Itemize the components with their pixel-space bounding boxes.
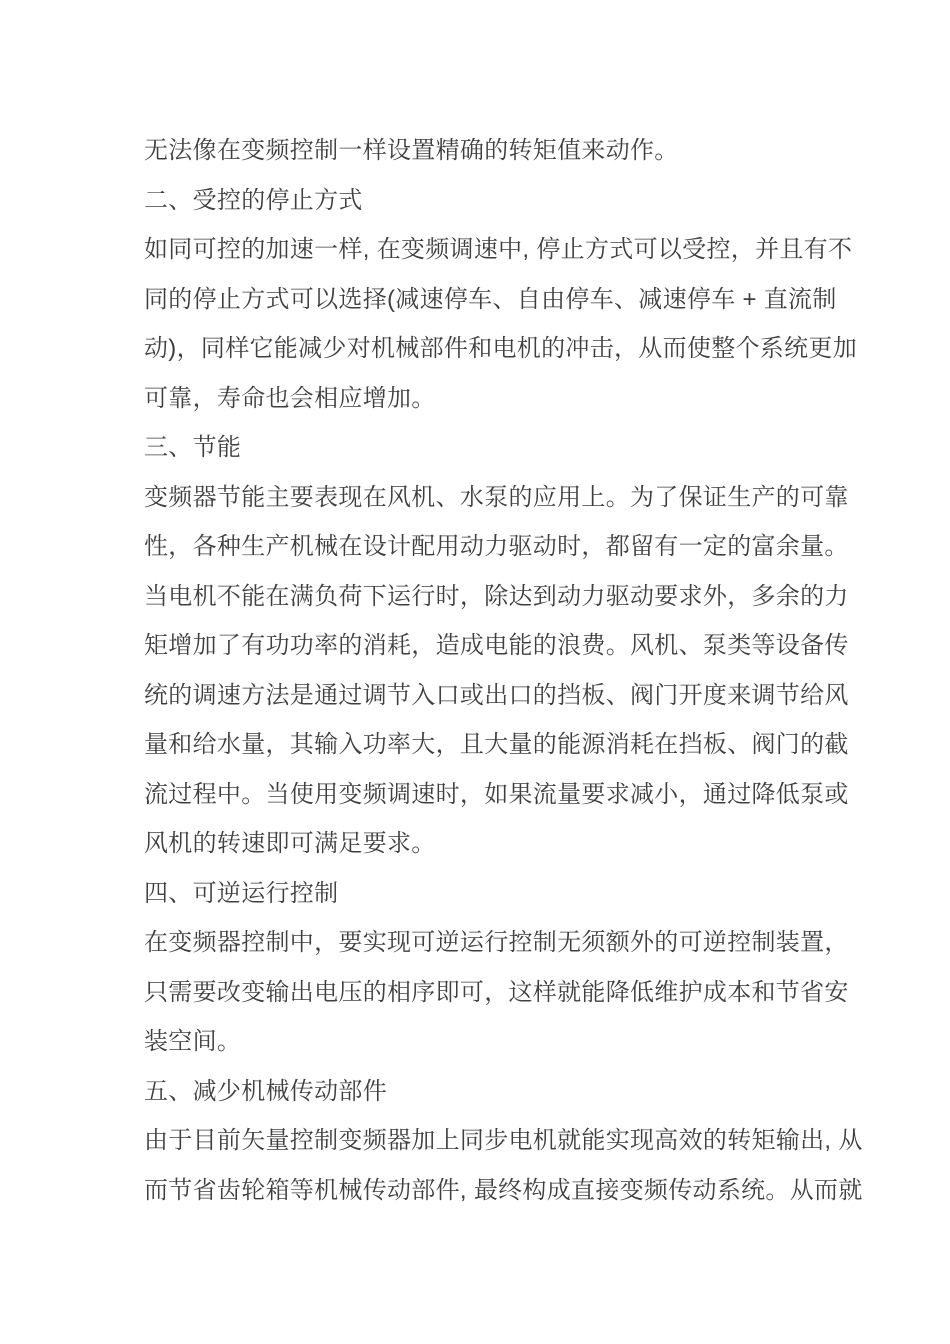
body-text-line: 由于目前矢量控制变频器加上同步电机就能实现高效的转矩输出, 从 [144, 1127, 863, 1154]
body-text-line: 同的停止方式可以选择(减速停车、自由停车、减速停车 + 直流制 [144, 285, 837, 313]
text-block [144, 126, 863, 1215]
heading-line: 四、可逆运行控制 [144, 879, 339, 907]
body-text-line: 如同可控的加速一样, 在变频调速中, 停止方式可以受控，并且有不 [144, 236, 853, 263]
body-text-line: 装空间。 [144, 1028, 242, 1055]
heading-line: 三、节能 [144, 434, 242, 461]
heading-line: 五、减少机械传动部件 [144, 1077, 387, 1105]
body-text-line: 变频器节能主要表现在风机、水泵的应用上。为了保证生产的可靠 [144, 483, 849, 511]
body-text-line: 可靠，寿命也会相应增加。 [144, 384, 436, 412]
body-text-line: 矩增加了有功功率的消耗，造成电能的浪费。风机、泵类等设备传 [144, 632, 849, 659]
heading-line: 二、受控的停止方式 [144, 186, 363, 214]
body-text-line: 而节省齿轮箱等机械传动部件, 最终构成直接变频传动系统。从而就 [144, 1176, 863, 1204]
body-text-line: 无法像在变频控制一样设置精确的转矩值来动作。 [144, 137, 679, 164]
body-text-line: 风机的转速即可满足要求。 [144, 830, 436, 857]
body-text-line: 动)，同样它能减少对机械部件和电机的冲击，从而使整个系统更加 [144, 335, 857, 362]
body-text-line: 在变频器控制中，要实现可逆运行控制无须额外的可逆控制装置， [144, 929, 849, 956]
body-text-line: 量和给水量，其输入功率大，且大量的能源消耗在挡板、阀门的截 [144, 731, 849, 758]
body-text-line: 性，各种生产机械在设计配用动力驱动时，都留有一定的富余量。 [144, 533, 849, 560]
body-text-line: 只需要改变输出电压的相序即可，这样就能降低维护成本和节省安 [144, 978, 849, 1006]
body-text-line: 当电机不能在满负荷下运行时，除达到动力驱动要求外，多余的力 [144, 582, 849, 610]
body-text-line: 流过程中。当使用变频调速时，如果流量要求减小，通过降低泵或 [144, 780, 849, 808]
body-text-line: 统的调速方法是通过调节入口或出口的挡板、阀门开度来调节给风 [144, 681, 849, 709]
